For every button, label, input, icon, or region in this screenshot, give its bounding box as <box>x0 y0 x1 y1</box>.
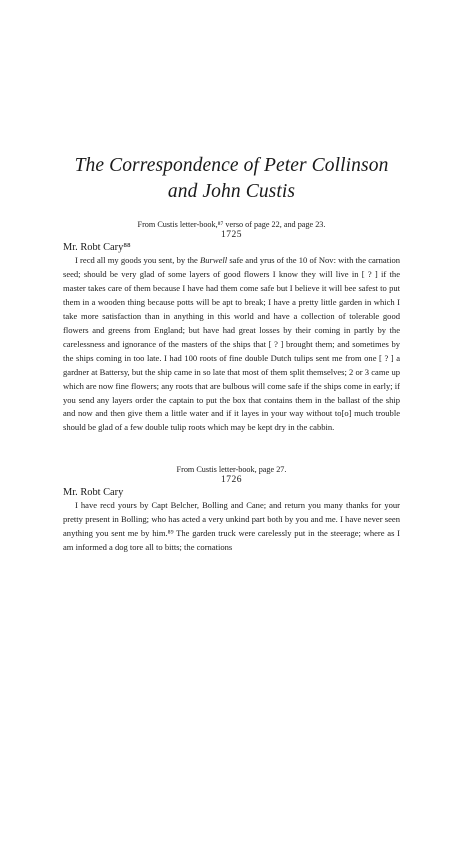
title-line-2: and John Custis <box>167 181 296 202</box>
letter-body-part-2: safe and yrus of the 10 of Nov: with the carnation seed; should be very glad of some layers of good flowers I know they will live in [ ? ] if the master takes care of them because I have had them come safe but I believe it will bee safest to put them in a wooden thing because potts will be apt to break; I have a pretty little garden in which I take more satisfaction than in anything in this world and have a collection of tolerable good flowers and greens from England; but have had great losses by their coming in partly by the carelessness and ignorance of the masters of the ships that [ ? ] brought them; and sometimes by the ships coming in too late. I had 100 roots of fine double Dutch tulips sent me from one [ ? ] a gardner at Battersy, but the ship came in so late that most of them split themselves; 2 or 3 came up which are now fine flowers; any roots that are bulbous will come safe if the ships come in early; if you send any layers order the captain to put the box that contains them in the ballast of the ship and now and then give them a little water and if it layes in your way without to[o] much trouble should be glad of a few double tulip roots which may be kept dry in the cabbin. <box>63 255 401 433</box>
letter-source: From Custis letter-book,⁸⁷ verso of page 22, and page 23. <box>137 220 326 229</box>
title-line-1: The Correspondence of Peter Collinson <box>74 155 389 176</box>
letter-source: From Custis letter-book, page 27. <box>176 465 287 475</box>
letter-body <box>63 254 400 435</box>
letter-1725 <box>63 219 400 435</box>
letter-salutation: Mr. Robt Cary <box>63 487 124 499</box>
article-title <box>63 153 400 205</box>
letter-body: I have recd yours by Capt Belcher, Bolling and Cane; and return you many thanks for your pretty present in Bolling; who has acted a very unkind part both by you and me. I have never seen anything you sent me by him.⁸⁹ The garden truck were carelessly put in the steerage; where as I am informed a dog tore all to bitts; the cornations <box>63 500 400 553</box>
letter-body-part-1: I recd all my goods you sent, by the <box>75 255 201 265</box>
ship-name: Burwell <box>200 255 228 265</box>
letter-1726 <box>63 464 400 555</box>
letter-year: 1725 <box>221 230 242 240</box>
letter-salutation: Mr. Robt Cary⁸⁸ <box>63 242 131 253</box>
document-page <box>0 153 450 864</box>
letter-year: 1726 <box>221 475 242 486</box>
